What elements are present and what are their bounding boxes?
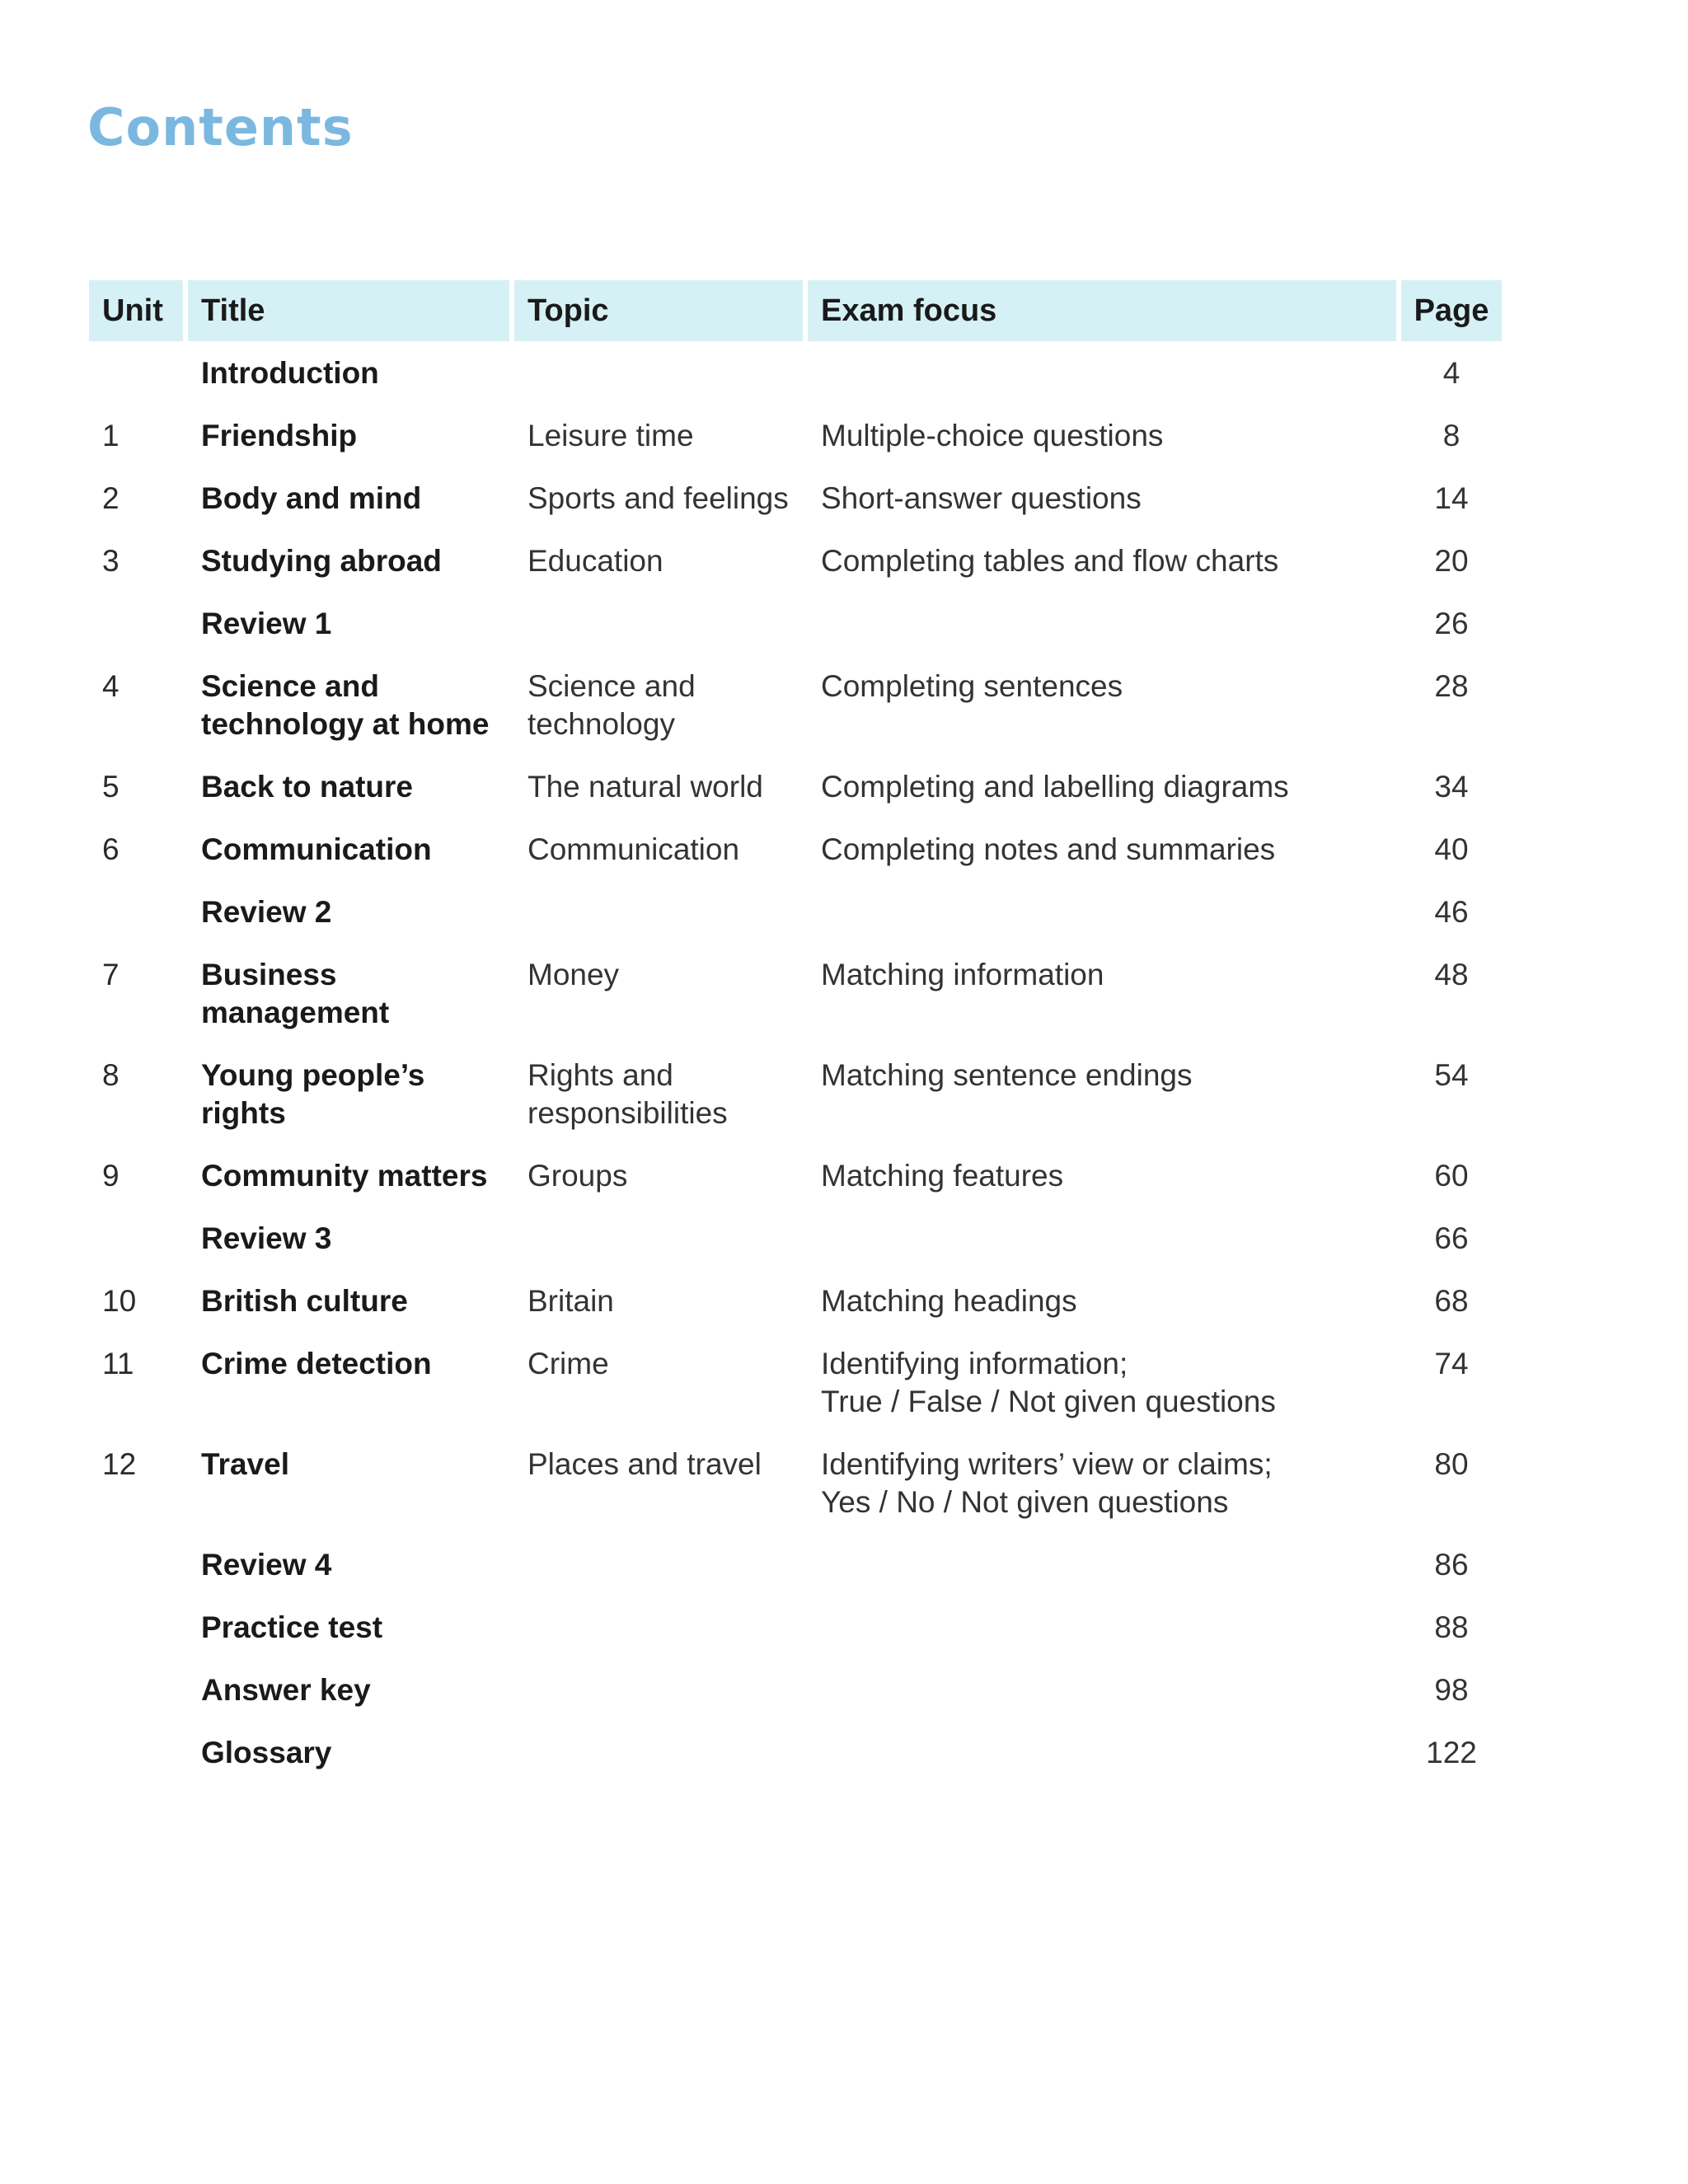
unit-title-cell (188, 1734, 509, 1772)
topic-cell (514, 1446, 803, 1483)
unit-number: 4 (102, 669, 120, 703)
page-number: 40 (1434, 832, 1469, 866)
page-number: 80 (1434, 1447, 1469, 1481)
table-row (89, 475, 1507, 537)
table-row (89, 537, 1507, 600)
table-row (89, 1441, 1507, 1541)
table-header (89, 280, 1507, 341)
table-body (89, 349, 1507, 1792)
unit-title-cell (188, 1057, 509, 1132)
exam-focus-line: Matching sentence endings (821, 1058, 1193, 1092)
exam-focus-line: Completing and labelling diagrams (821, 770, 1289, 804)
exam-focus-line: Matching information (821, 958, 1104, 991)
unit-title-line: Practice test (201, 1610, 383, 1644)
page-title: Contents (87, 97, 354, 157)
table-row (89, 951, 1507, 1052)
unit-title-line: Glossary (201, 1736, 332, 1769)
unit-title-cell (188, 668, 509, 743)
topic-cell (514, 1345, 803, 1383)
unit-title-cell (188, 1671, 509, 1709)
topic-line: Education (528, 544, 663, 578)
unit-title-line: Friendship (201, 419, 358, 452)
table-row (89, 663, 1507, 763)
table-row (89, 1604, 1507, 1666)
page-number: 60 (1434, 1159, 1469, 1193)
table-row (89, 763, 1507, 826)
topic-line: Rights and (528, 1058, 673, 1092)
page-number: 4 (1442, 356, 1461, 390)
exam-focus-line: Matching features (821, 1159, 1064, 1193)
header-topic: Topic (514, 280, 803, 341)
topic-line: Crime (528, 1347, 609, 1380)
exam-focus-cell (808, 1446, 1396, 1521)
unit-title-line: Review 3 (201, 1221, 332, 1255)
exam-focus-cell (808, 831, 1396, 869)
page-number: 28 (1434, 669, 1469, 703)
exam-focus-line: Short-answer questions (821, 481, 1142, 515)
unit-title-line: Crime detection (201, 1347, 432, 1380)
exam-focus-cell (808, 768, 1396, 806)
unit-title-cell (188, 1446, 509, 1483)
topic-cell (514, 1157, 803, 1195)
unit-title-cell (188, 768, 509, 806)
topic-line: Money (528, 958, 620, 991)
exam-focus-line: Multiple-choice questions (821, 419, 1164, 452)
table-row (89, 349, 1507, 412)
exam-focus-line: Yes / No / Not given questions (821, 1485, 1229, 1519)
topic-line: Communication (528, 832, 740, 866)
table-row (89, 1541, 1507, 1604)
page-number: 68 (1434, 1284, 1469, 1318)
unit-title-line: Review 1 (201, 607, 332, 640)
table-row (89, 888, 1507, 951)
contents-table (89, 280, 1507, 1792)
unit-title-cell (188, 1220, 509, 1258)
table-row (89, 1052, 1507, 1152)
topic-line: Groups (528, 1159, 628, 1193)
topic-cell (514, 768, 803, 806)
table-row (89, 826, 1507, 888)
exam-focus-line: True / False / Not given questions (821, 1385, 1276, 1418)
topic-line: Science and (528, 669, 696, 703)
page-number: 26 (1434, 607, 1469, 640)
unit-title-cell (188, 1157, 509, 1195)
unit-number: 1 (102, 419, 120, 452)
unit-number: 2 (102, 481, 120, 515)
unit-number: 8 (102, 1058, 120, 1092)
page-number: 88 (1434, 1610, 1469, 1644)
topic-line: Leisure time (528, 419, 694, 452)
unit-title-cell (188, 956, 509, 1032)
unit-title-cell (188, 1546, 509, 1584)
page-number: 8 (1442, 419, 1461, 452)
topic-cell (514, 831, 803, 869)
unit-number: 12 (102, 1447, 137, 1481)
unit-title-line: technology at home (201, 707, 490, 741)
unit-title-line: Communication (201, 832, 432, 866)
exam-focus-cell (808, 1157, 1396, 1195)
unit-title-cell (188, 542, 509, 580)
unit-title-line: Business (201, 958, 337, 991)
unit-number: 6 (102, 832, 120, 866)
table-row (89, 1340, 1507, 1441)
unit-title-line: management (201, 996, 390, 1029)
unit-title-cell (188, 1282, 509, 1320)
exam-focus-line: Identifying writers’ view or claims; (821, 1447, 1273, 1481)
unit-title-line: Review 2 (201, 895, 332, 929)
page-number: 98 (1434, 1673, 1469, 1707)
header-exam-focus: Exam focus (808, 280, 1396, 341)
unit-title-line: Science and (201, 669, 379, 703)
page-number: 86 (1434, 1548, 1469, 1582)
page-number: 48 (1434, 958, 1469, 991)
header-title: Title (188, 280, 509, 341)
page-number: 74 (1434, 1347, 1469, 1380)
table-row (89, 1729, 1507, 1792)
topic-cell (514, 1282, 803, 1320)
topic-line: Sports and feelings (528, 481, 789, 515)
unit-title-line: British culture (201, 1284, 408, 1318)
unit-title-cell (188, 417, 509, 455)
unit-title-cell (188, 354, 509, 392)
topic-cell (514, 1057, 803, 1132)
page-number: 122 (1426, 1736, 1477, 1769)
unit-title-cell (188, 831, 509, 869)
unit-title-line: Travel (201, 1447, 289, 1481)
page-number: 66 (1434, 1221, 1469, 1255)
unit-number: 5 (102, 770, 120, 804)
unit-title-cell (188, 1345, 509, 1383)
exam-focus-cell (808, 1345, 1396, 1421)
unit-title-cell (188, 1609, 509, 1647)
topic-cell (514, 668, 803, 743)
exam-focus-cell (808, 417, 1396, 455)
page-number: 46 (1434, 895, 1469, 929)
table-row (89, 1152, 1507, 1215)
topic-cell (514, 480, 803, 518)
unit-number: 3 (102, 544, 120, 578)
header-page: Page (1401, 280, 1502, 341)
topic-cell (514, 542, 803, 580)
page-number: 34 (1434, 770, 1469, 804)
unit-title-line: Studying abroad (201, 544, 442, 578)
exam-focus-cell (808, 480, 1396, 518)
exam-focus-cell (808, 1282, 1396, 1320)
page-number: 54 (1434, 1058, 1469, 1092)
header-unit: Unit (89, 280, 183, 341)
table-row (89, 1666, 1507, 1729)
table-row (89, 1277, 1507, 1340)
table-row (89, 412, 1507, 475)
unit-number: 7 (102, 958, 120, 991)
topic-line: Britain (528, 1284, 614, 1318)
topic-cell (514, 417, 803, 455)
unit-number: 9 (102, 1159, 120, 1193)
unit-title-line: Community matters (201, 1159, 488, 1193)
exam-focus-line: Completing sentences (821, 669, 1123, 703)
exam-focus-cell (808, 956, 1396, 994)
exam-focus-line: Matching headings (821, 1284, 1077, 1318)
unit-title-line: Review 4 (201, 1548, 332, 1582)
topic-line: responsibilities (528, 1096, 728, 1130)
page-number: 14 (1434, 481, 1469, 515)
topic-line: Places and travel (528, 1447, 762, 1481)
exam-focus-cell (808, 668, 1396, 705)
exam-focus-line: Completing tables and flow charts (821, 544, 1279, 578)
unit-title-cell (188, 480, 509, 518)
topic-cell (514, 956, 803, 994)
exam-focus-cell (808, 1057, 1396, 1094)
page-number: 20 (1434, 544, 1469, 578)
unit-number: 11 (102, 1347, 134, 1380)
table-row (89, 600, 1507, 663)
table-row (89, 1215, 1507, 1277)
unit-number: 10 (102, 1284, 137, 1318)
topic-line: technology (528, 707, 675, 741)
unit-title-line: Body and mind (201, 481, 422, 515)
unit-title-line: Answer key (201, 1673, 371, 1707)
unit-title-line: Introduction (201, 356, 379, 390)
unit-title-cell (188, 893, 509, 931)
exam-focus-cell (808, 542, 1396, 580)
topic-line: The natural world (528, 770, 763, 804)
unit-title-line: Young people’s (201, 1058, 425, 1092)
unit-title-line: rights (201, 1096, 286, 1130)
exam-focus-line: Completing notes and summaries (821, 832, 1276, 866)
unit-title-line: Back to nature (201, 770, 414, 804)
exam-focus-line: Identifying information; (821, 1347, 1128, 1380)
unit-title-cell (188, 605, 509, 643)
